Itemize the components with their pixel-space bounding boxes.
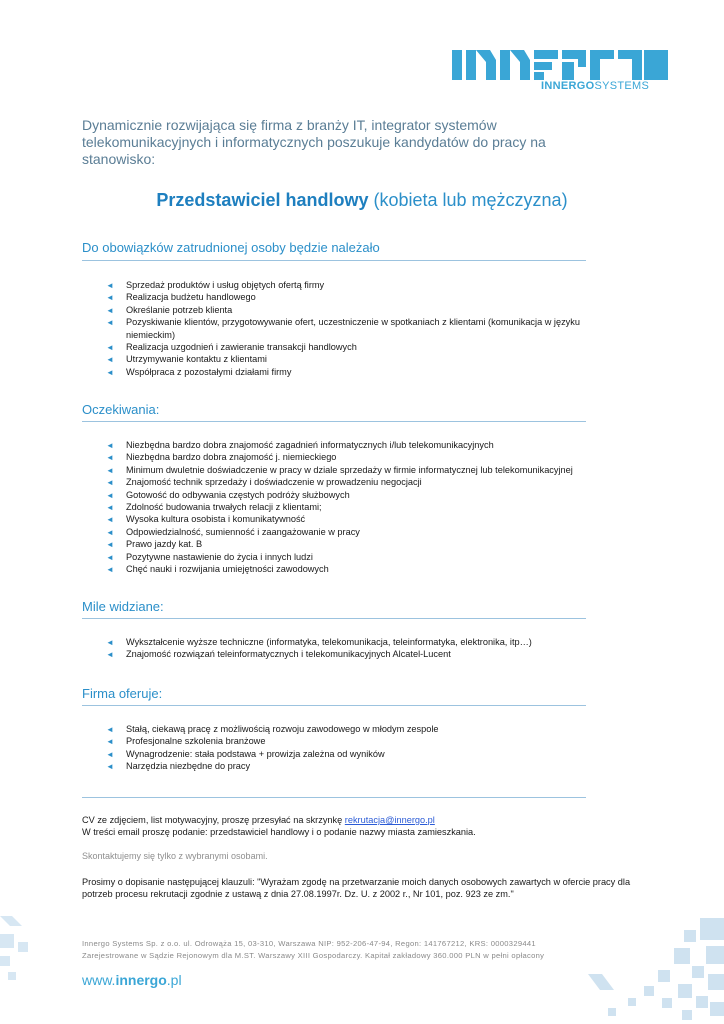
section-divider	[82, 797, 586, 798]
bullet-arrow-icon: ◄	[106, 453, 114, 463]
list-item	[106, 648, 666, 660]
list-item	[106, 316, 616, 341]
list-item	[106, 353, 616, 365]
bullet-arrow-icon: ◄	[106, 465, 114, 475]
list-item-text: Utrzymywanie kontaktu z klientami	[126, 354, 267, 365]
job-title-main: Przedstawiciel handlowy	[156, 190, 369, 210]
list-item-text: Realizacja budżetu handlowego	[126, 292, 256, 303]
footer-company: Innergo Systems Sp. z o.o. ul. Odrowąża 15, 03-310, Warszawa NIP: 952-206-47-94, Regon: 141767212, KRS: 0000329441	[82, 939, 536, 948]
section-divider	[82, 421, 586, 422]
consent-clause: Prosimy o dopisanie następującej klauzuli: "Wyrażam zgodę na przetwarzanie moich danych osobowych zawartych w ofercie pracy dla potrzeb procesu rekrutacji zgodnie z ustawą z dnia 27.08.1997r. Dz. U. z 2002 r., Nr 101, poz. 923 ze zm."	[82, 877, 631, 900]
bullet-arrow-icon: ◄	[106, 565, 114, 575]
bullet-arrow-icon: ◄	[106, 552, 114, 562]
list-item-text: Sprzedaż produktów i usług objętych ofertą firmy	[126, 280, 325, 290]
decorative-squares-right	[588, 918, 724, 1024]
section-expectations-heading: Oczekiwania:	[82, 402, 160, 417]
section-divider	[82, 260, 586, 261]
bullet-arrow-icon: ◄	[106, 503, 114, 513]
contact-note: Skontaktujemy się tylko z wybranymi osobami.	[82, 851, 268, 861]
list-item	[106, 476, 666, 488]
job-title-note: (kobieta lub mężczyzna)	[373, 190, 568, 210]
list-item-text: Pozytywne nastawienie do życia i innych ludzi	[126, 551, 313, 562]
list-item	[106, 366, 616, 378]
list-item-text: Określanie potrzeb klienta	[126, 304, 233, 315]
list-item-text: Gotowość do odbywania częstych podróży służbowych	[126, 489, 350, 500]
list-item-text: Narzędzia niezbędne do pracy	[126, 761, 251, 772]
list-item	[106, 563, 666, 575]
list-item-text: Realizacja uzgodnień i zawieranie transakcji handlowych	[126, 342, 357, 353]
bullet-arrow-icon: ◄	[106, 478, 114, 488]
list-item-text: Minimum dwuletnie doświadczenie w pracy w dziale sprzedaży w firmie informatycznej lub telekomunikacyjnej	[126, 464, 573, 475]
list-item	[106, 723, 626, 735]
brand-rest: SYSTEMS	[594, 80, 650, 92]
bullet-arrow-icon: ◄	[106, 527, 114, 537]
bullet-arrow-icon: ◄	[106, 355, 114, 365]
list-item-text: Stałą, ciekawą pracę z możliwością rozwoju zawodowego w młodym zespole	[126, 724, 439, 734]
list-item-text: Pozyskiwanie klientów, przygotowywanie ofert, uczestniczenie w spotkaniach z klientami (komunikacja w języku niemieckim)	[126, 317, 580, 340]
list-item-text: Wynagrodzenie: stała podstawa + prowizja zależna od wyników	[126, 748, 385, 759]
bullet-arrow-icon: ◄	[106, 650, 114, 660]
list-item-text: Znajomość technik sprzedaży i doświadczenie w prowadzeniu negocjacji	[126, 477, 422, 488]
decorative-squares-left	[0, 912, 60, 1024]
offer-list	[106, 723, 626, 773]
expectations-list	[106, 439, 666, 575]
list-item	[106, 636, 666, 648]
list-item	[106, 760, 626, 772]
list-item-text: Odpowiedzialność, sumienność i zaangażowanie w pracy	[126, 526, 360, 537]
list-item	[106, 526, 666, 538]
list-item	[106, 341, 616, 353]
bullet-arrow-icon: ◄	[106, 737, 114, 747]
list-item-text: Profesjonalne szkolenia branżowe	[126, 736, 266, 747]
list-item	[106, 501, 666, 513]
bullet-arrow-icon: ◄	[106, 749, 114, 759]
list-item	[106, 551, 666, 563]
bullet-arrow-icon: ◄	[106, 318, 114, 328]
list-item-text: Współpraca z pozostałymi działami firmy	[126, 366, 292, 377]
section-welcome-heading: Mile widziane:	[82, 599, 164, 614]
bullet-arrow-icon: ◄	[106, 725, 114, 734]
bullet-arrow-icon: ◄	[106, 490, 114, 500]
list-item	[106, 464, 666, 476]
brand-name	[541, 80, 649, 92]
list-item-text: Chęć nauki i rozwijania umiejętności zawodowych	[126, 564, 329, 575]
duties-list	[106, 279, 616, 378]
list-item-text: Prawo jazdy kat. B	[126, 539, 203, 550]
list-item	[106, 291, 616, 303]
section-duties-heading: Do obowiązków zatrudnionej osoby będzie należało	[82, 240, 380, 255]
bullet-arrow-icon: ◄	[106, 540, 114, 550]
email-link[interactable]: rekrutacja@innergo.pl	[344, 815, 435, 825]
cv-instructions	[82, 814, 622, 839]
list-item-text: Niezbędna bardzo dobra znajomość zagadnień informatycznych i/lub telekomunikacyjnych	[126, 440, 494, 450]
list-item-text: Wysoka kultura osobista i komunikatywność	[126, 514, 306, 525]
website-link[interactable]	[82, 972, 182, 988]
bullet-arrow-icon: ◄	[106, 343, 114, 353]
bullet-arrow-icon: ◄	[106, 305, 114, 315]
list-item	[106, 451, 666, 463]
bullet-arrow-icon: ◄	[106, 281, 114, 290]
url-suffix: .pl	[166, 972, 182, 988]
list-item	[106, 439, 666, 451]
cv-line1: CV ze zdjęciem, list motywacyjny, proszę przesyłać na skrzynkę	[82, 815, 343, 825]
job-title	[0, 190, 724, 211]
bullet-arrow-icon: ◄	[106, 638, 114, 647]
list-item	[106, 304, 616, 316]
url-bold: innergo	[115, 972, 167, 988]
list-item	[106, 513, 666, 525]
list-item	[106, 279, 616, 291]
list-item	[106, 538, 666, 550]
cv-line2: W treści email proszę podanie: przedstawiciel handlowy i o podanie nazwy miasta zamieszkania.	[82, 827, 476, 838]
list-item-text: Niezbędna bardzo dobra znajomość j. niemieckiego	[126, 452, 337, 463]
list-item-text: Znajomość rozwiązań teleinformatycznych i telekomunikacyjnych Alcatel-Lucent	[126, 649, 451, 660]
bullet-arrow-icon: ◄	[106, 515, 114, 525]
bullet-arrow-icon: ◄	[106, 293, 114, 303]
bullet-arrow-icon: ◄	[106, 762, 114, 772]
list-item-text: Zdolność budowania trwałych relacji z klientami;	[126, 502, 322, 513]
brand-bold: INNERGO	[541, 80, 595, 92]
section-divider	[82, 618, 586, 619]
footer-registration: Zarejestrowane w Sądzie Rejonowym dla M.ST. Warszawy XIII Gospodarczy. Kapitał zakładowy 360.000 PLN w pełni opłacony	[82, 951, 545, 960]
list-item	[106, 748, 626, 760]
list-item-text: Wykształcenie wyższe techniczne (informatyka, telekomunikacja, teleinformatyka, elektronika, itp…)	[126, 637, 532, 647]
section-offer-heading: Firma oferuje:	[82, 686, 163, 701]
welcome-list	[106, 636, 666, 661]
url-prefix: www.	[82, 972, 116, 988]
section-divider	[82, 705, 586, 706]
list-item	[106, 735, 626, 747]
bullet-arrow-icon: ◄	[106, 441, 114, 450]
list-item	[106, 489, 666, 501]
intro-text: Dynamicznie rozwijająca się firma z branży IT, integrator systemów telekomunikacyjnych i informatycznych poszukuje kandydatów do pracy na stanowisko:	[82, 117, 546, 167]
bullet-arrow-icon: ◄	[106, 367, 114, 377]
